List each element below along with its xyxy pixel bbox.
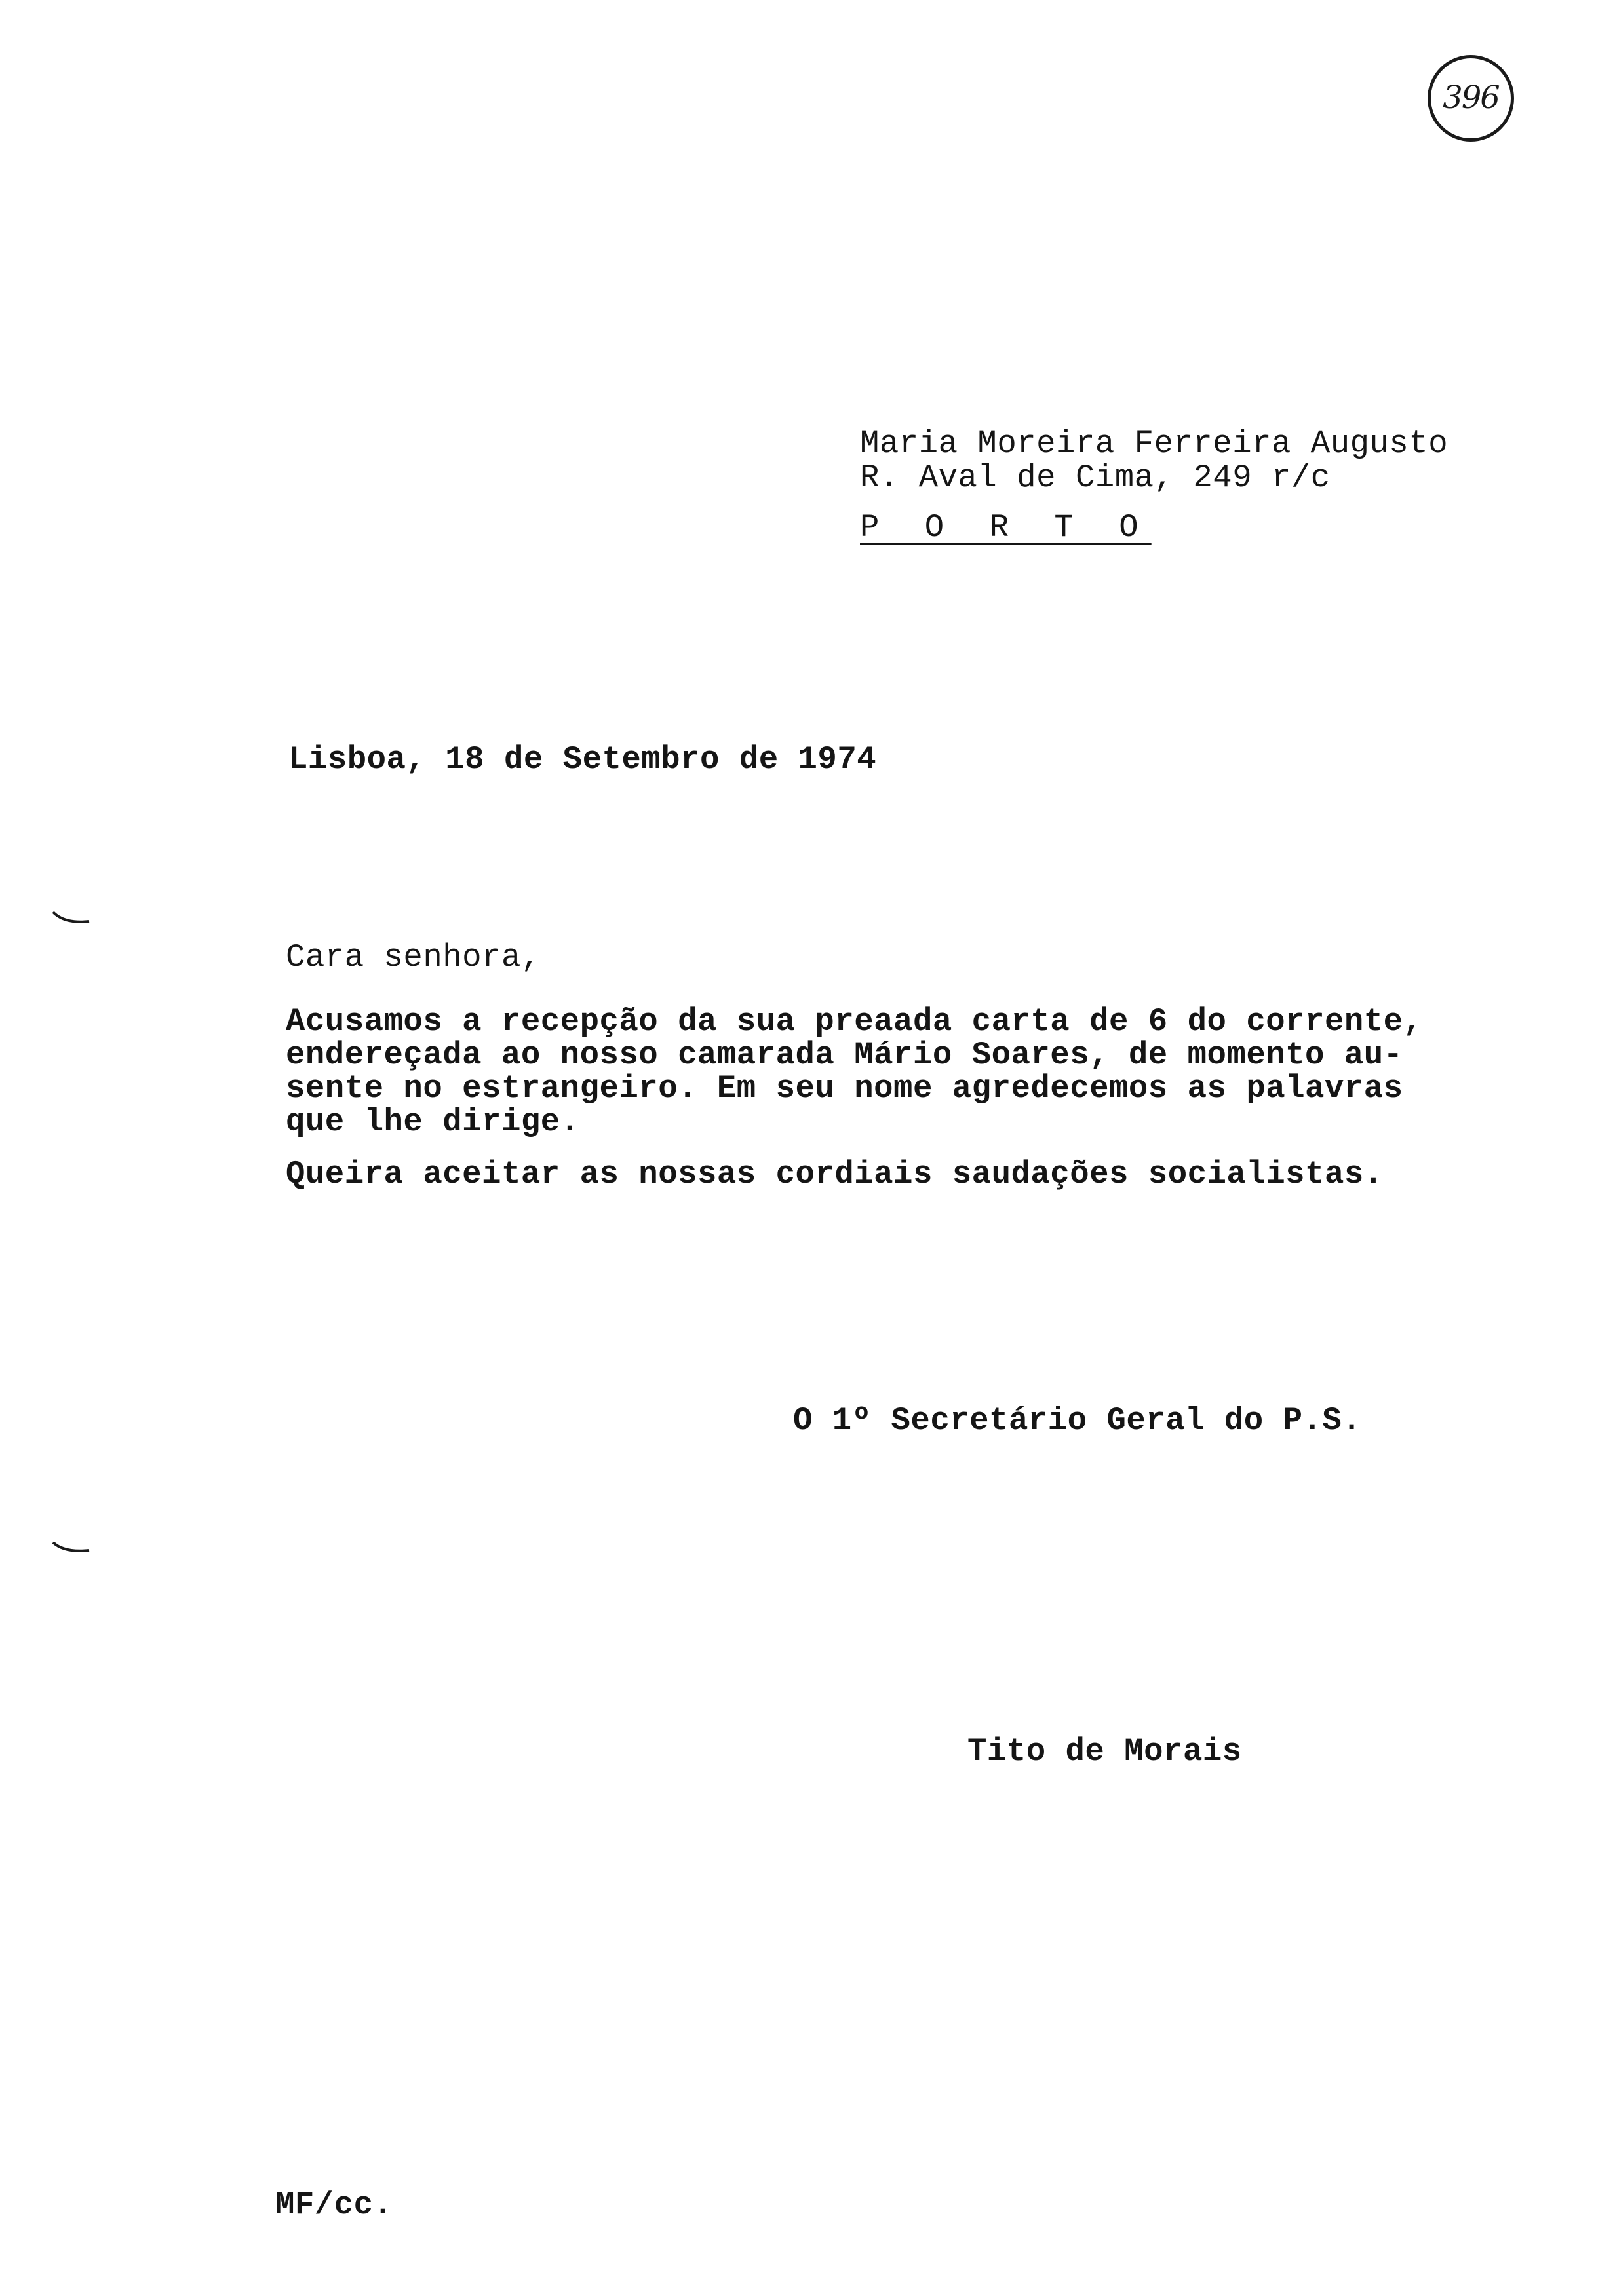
signatory-name: Tito de Morais	[967, 1733, 1242, 1770]
signatory-title: O 1º Secretário Geral do P.S.	[793, 1402, 1362, 1439]
date-line: Lisboa, 18 de Setembro de 1974	[288, 741, 877, 778]
reference-initials: MF/cc.	[275, 2187, 393, 2223]
body-line-1: Acusamos a recepção da sua preaada carta de 6 do corrente,	[286, 1003, 1423, 1040]
body-line-2: endereçada ao nosso camarada Mário Soares, de momento au-	[286, 1037, 1403, 1073]
addressee-city: P O R T O	[860, 509, 1152, 546]
salutation: Cara senhora,	[286, 939, 541, 976]
body-line-3: sente no estrangeiro. Em seu nome agredecemos as palavras	[286, 1070, 1403, 1107]
stamp-number: 396	[1443, 79, 1499, 116]
addressee-street: R. Aval de Cima, 249 r/c	[860, 459, 1331, 496]
body-paragraph-2: Queira aceitar as nossas cordiais saudações socialistas.	[286, 1156, 1384, 1193]
margin-tick-mark-upper	[51, 909, 90, 927]
addressee-name: Maria Moreira Ferreira Augusto	[860, 425, 1449, 462]
margin-tick-mark-lower	[51, 1540, 90, 1557]
body-line-4: que lhe dirige.	[286, 1103, 580, 1140]
handwritten-page-number-stamp	[1428, 55, 1514, 142]
